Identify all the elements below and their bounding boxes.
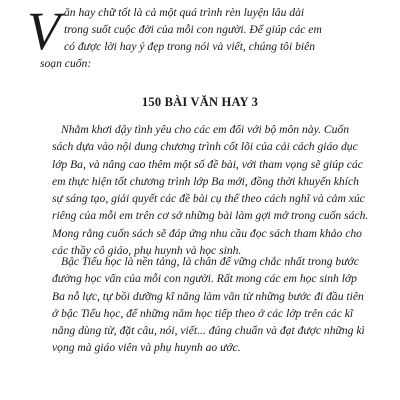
paragraph-line: Mong rằng cuốn sách sẽ đáp ứng nhu cầu đọc sách tham khảo cho <box>52 226 362 240</box>
book-title: 150 BÀI VĂN HAY 3 <box>141 95 259 109</box>
paragraph-primary-school <box>52 253 372 357</box>
paragraph-line: đường học vấn của mỗi con người. Rất mong các em học sinh lớp <box>52 272 357 286</box>
paragraph-line: riêng của mỗi em trên cơ sở những bài làm gợi mở trong cuốn sách. <box>52 209 369 223</box>
paragraph-line: Bậc Tiểu học là nền tảng, là chân đế vững chắc nhất trong bước <box>61 255 359 268</box>
intro-line: trong suốt cuộc đời của mỗi con người. Để giúp các em <box>64 23 322 36</box>
paragraph-line: vọng mà giáo viên và phụ huynh ao ước. <box>52 341 241 355</box>
paragraph-line: sự sáng tạo, giải quyết các đề bài cụ thể theo cách nghĩ và cảm xúc <box>52 192 365 206</box>
drop-cap: V <box>27 1 60 61</box>
paragraph-line: em thực hiện tốt chương trình lớp Ba mới, đồng thời khuyến khích <box>52 174 359 188</box>
paragraph-line: sách dựa vào nội dung chương trình cốt lõi của cải cách giáo dục <box>52 140 358 154</box>
paragraph-line: Nhằm khơi dậy tình yêu cho các em đối với bộ môn này. Cuốn <box>61 123 349 136</box>
intro-paragraph <box>27 1 368 72</box>
paragraph-purpose <box>52 121 372 259</box>
paragraph-line: Ba nỗ lực, tự bồi dưỡng kĩ năng làm văn từ những bước đi đầu tiên <box>52 289 364 303</box>
intro-line: có được lời hay ý đẹp trong nói và viết, chúng tôi biên <box>64 40 316 53</box>
paragraph-line: năng dùng từ, đặt câu, nói, viết... đúng chuẩn và đạt được những kì <box>52 324 365 338</box>
intro-line: soạn cuốn: <box>40 57 92 70</box>
paragraph-line: ở bậc Tiểu học, để những năm học tiếp theo ở các lớp trên các kĩ <box>52 306 354 320</box>
paragraph-line: lớp Ba, và nâng cao thêm một số đề bài, với tham vọng sẽ giúp các <box>52 157 363 171</box>
paragraph-line: các thầy cô giáo, phụ huynh và học sinh. <box>52 244 242 258</box>
intro-line: ăn hay chữ tốt là cả một quá trình rèn luyện lâu dài <box>64 6 305 19</box>
